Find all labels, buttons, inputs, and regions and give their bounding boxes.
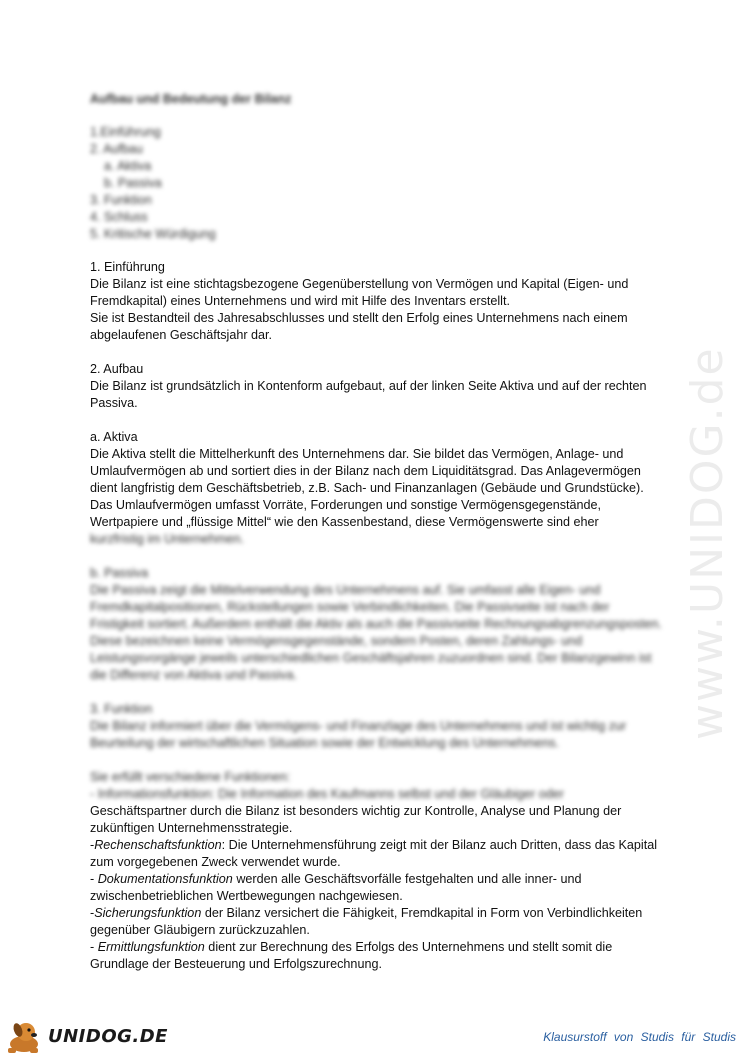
toc-item: 4. Schluss [90,210,148,224]
blurred-paragraph: Die Passiva zeigt die Mittelverwendung des Unternehmens auf. Sie umfasst alle Eigen- und Fremdkapitalpositionen, Rückstellungen sowie Verbindlichkeiten. Die Passivseite ist nach der Fristigkeit sortiert. Außerdem enthält die Aktiv als auch die Passivseite Rechnungsabgrenzungsposten. Diese bezeichnen keine Vermögensgegenstände, sondern Posten, deren Zahlungs- und Leistungsvorgänge jeweils unterschiedlichen Geschäftsjahren zuzuordnen sind. Der Bilanzgewinn ist die Differenz von Aktiva und Passiva. [90,583,662,682]
function-item: - Dokumentationsfunktion werden alle Geschäftsvorfälle festgehalten und alle inner- und zwischenbetrieblichen Wertbewegungen nachgewiesen. [90,872,582,903]
toc-item: 2. Aufbau [90,142,143,156]
function-term: Ermittlungsfunktion [97,940,205,954]
toc-item: a. Aktiva [104,159,152,173]
function-item: - Ermittlungsfunktion dient zur Berechnung des Erfolgs des Unternehmens und stellt somit die Grundlage der Besteuerung und Erfolgszurechnung. [90,940,613,971]
paragraph: Sie ist Bestandteil des Jahresabschlusses und stellt den Erfolg eines Unternehmens nach einem abgelaufenen Geschäftsjahr dar. [90,311,628,342]
function-term: Rechenschaftsfunktion [94,838,222,852]
paragraph: Geschäftspartner durch die Bilanz ist besonders wichtig zur Kontrolle, Analyse und Planung der zukünftigen Unternehmensstrategie. [90,804,622,835]
blurred-paragraph: Die Bilanz informiert über die Vermögens- und Finanzlage des Unternehmens und ist wichtig zur Beurteilung der wirtschaftlichen Situation sowie der Entwicklung des Unternehmens. [90,719,627,750]
function-item: -Rechenschaftsfunktion: Die Unternehmensführung zeigt mit der Bilanz auch Dritten, dass das Kapital zum vorgegebenen Zweck verwendet wurde. [90,838,658,869]
function-term: Sicherungsfunktion [94,906,202,920]
logo-text: UNIDOG.DE [48,1025,168,1047]
section-title-aktiva: a. Aktiva [90,430,138,444]
blurred-paragraph: - Informationsfunktion: Die Information des Kaufmanns selbst und der Gläubiger oder [90,787,564,801]
table-of-contents [90,124,216,243]
section-title-einfuehrung: 1. Einführung [90,260,165,274]
toc-item: b. Passiva [104,176,162,190]
dog-icon [4,1018,46,1054]
document-title: Aufbau und Bedeutung der Bilanz [90,92,292,106]
toc-item: 1.Einführung [90,125,161,139]
section-title-passiva: b. Passiva [90,566,149,580]
toc-item: 5. Kritische Würdigung [90,227,216,241]
document-page: Aufbau und Bedeutung der Bilanz 1.Einführung 2. Aufbau a. Aktiva b. Passiva 3. Funktion 4. Schluss 5. Kritische Würdigung 1. Einführung Die Bilanz ist eine stichtagsbezogene Gegenüberstellung von Vermögen und Kapital (Eigen- und Fremdkapital) eines Unternehmens und wird mit Hilfe des Inventars erstellt. Sie ist Bestandteil des Jahresabschlusses und stellt den Erfolg eines Unternehmens nach einem abgelaufenen Geschäftsjahr dar. 2. Aufbau Die Bilanz ist grundsätzlich in Kontenform aufgebaut, auf der linken Seite Aktiva und auf der rechten Passiva. a. Aktiva Die Aktiva stellt die Mittelherkunft des Unternehmens dar. Sie bildet das Vermögen, Anlage- und Umlaufvermögen ab und sortiert dies in der Bilanz nach dem Liquiditätsgrad. Das Anlagevermögen dient langfristig dem Geschäftsbetrieb, z.B. Sach- und Finanzanlagen (Gebäude und Grundstücke). Das Umlaufvermögen umfasst Vorräte, Forderungen und sonstige Vermögensgegenstände, Wertpapiere und „flüssige Mittel“ wie den Kassenbestand, diese Vermögenswerte sind eher kurzfristig im Unternehmen. b. Passiva Die Passiva zeigt die Mittelverwendung des Unternehmens auf. Sie umfasst alle Eigen- und Fremdkapitalpositionen, Rückstellungen sowie Verbindlichkeiten. Die Passivseite ist nach der Fristigkeit sortiert. Außerdem enthält die Aktiv als auch die Passivseite Rechnungsabgrenzungsposten. Diese bezeichnen keine Vermögensgegenstände, sondern Posten, deren Zahlungs- und Leistungsvorgänge jeweils unterschiedlichen Geschäftsjahren zuzuordnen sind. Der Bilanzgewinn ist die Differenz von Aktiva und Passiva. 3. Funktion Die Bilanz informiert über die Vermögens- und Finanzlage des Unternehmens und ist wichtig zur Beurteilung der wirtschaftlichen Situation sowie der Entwicklung des Unternehmens. Sie erfüllt verschiedene Funktionen: - Informationsfunktion: Die Information des Kaufmanns selbst und der Gläubiger oder Geschäftspartner durch die Bilanz ist besonders wichtig zur Kontrolle, Analyse und Planung der zukünftigen Unternehmensstrategie. -Rechenschaftsfunktion: Die Unternehmensführung zeigt mit der Bilanz auch Dritten, dass das Kapital zum vorgegebenen Zweck verwendet wurde. - Dokumentationsfunktion werden alle Geschäftsvorfälle festgehalten und alle inner- und zwischenbetrieblichen Wertbewegungen nachgewiesen. -Sicherungsfunktion der Bilanz versichert die Fähigkeit, Fremdkapital in Form von Verbindlichkeiten gegenüber Gläubigern zurückzuzahlen. - Ermittlungsfunktion dient zur Berechnung des Erfolgs des Unternehmens und stellt somit die Grundlage der Besteuerung und Erfolgszurechnung. www.UNIDOG.de UNIDOG.DE Klausurstoff von Studis für Studis [0,0,750,1060]
function-item: -Sicherungsfunktion der Bilanz versichert die Fähigkeit, Fremdkapital in Form von Verbindlichkeiten gegenüber Gläubigern zurückzuzahlen. [90,906,643,937]
section-title-aufbau: 2. Aufbau [90,362,144,376]
section-title-funktion: 3. Funktion [90,702,153,716]
blurred-paragraph: kurzfristig im Unternehmen. [90,532,244,546]
footer-slogan: Klausurstoff von Studis für Studis [543,1030,736,1044]
paragraph: Die Bilanz ist grundsätzlich in Kontenform aufgebaut, auf der linken Seite Aktiva und auf der rechten Passiva. [90,379,647,410]
unidog-logo [4,1018,168,1054]
toc-item: 3. Funktion [90,193,152,207]
paragraph: Die Aktiva stellt die Mittelherkunft des Unternehmens dar. Sie bildet das Vermögen, Anlage- und Umlaufvermögen ab und sortiert dies in der Bilanz nach dem Liquiditätsgrad. Das Anlagevermögen dient langfristig dem Geschäftsbetrieb, z.B. Sach- und Finanzanlagen (Gebäude und Grundstücke). Das Umlaufvermögen umfasst Vorräte, Forderungen und sonstige Vermögensgegenstände, Wertpapiere und „flüssige Mittel“ wie den Kassenbestand, diese Vermögenswerte sind eher [90,447,644,529]
paragraph: Die Bilanz ist eine stichtagsbezogene Gegenüberstellung von Vermögen und Kapital (Eigen- und Fremdkapital) eines Unternehmens und wird mit Hilfe des Inventars erstellt. [90,277,629,308]
functions-intro: Sie erfüllt verschiedene Funktionen: [90,770,291,784]
function-term: Dokumentationsfunktion [97,872,233,886]
document-body [90,259,664,973]
